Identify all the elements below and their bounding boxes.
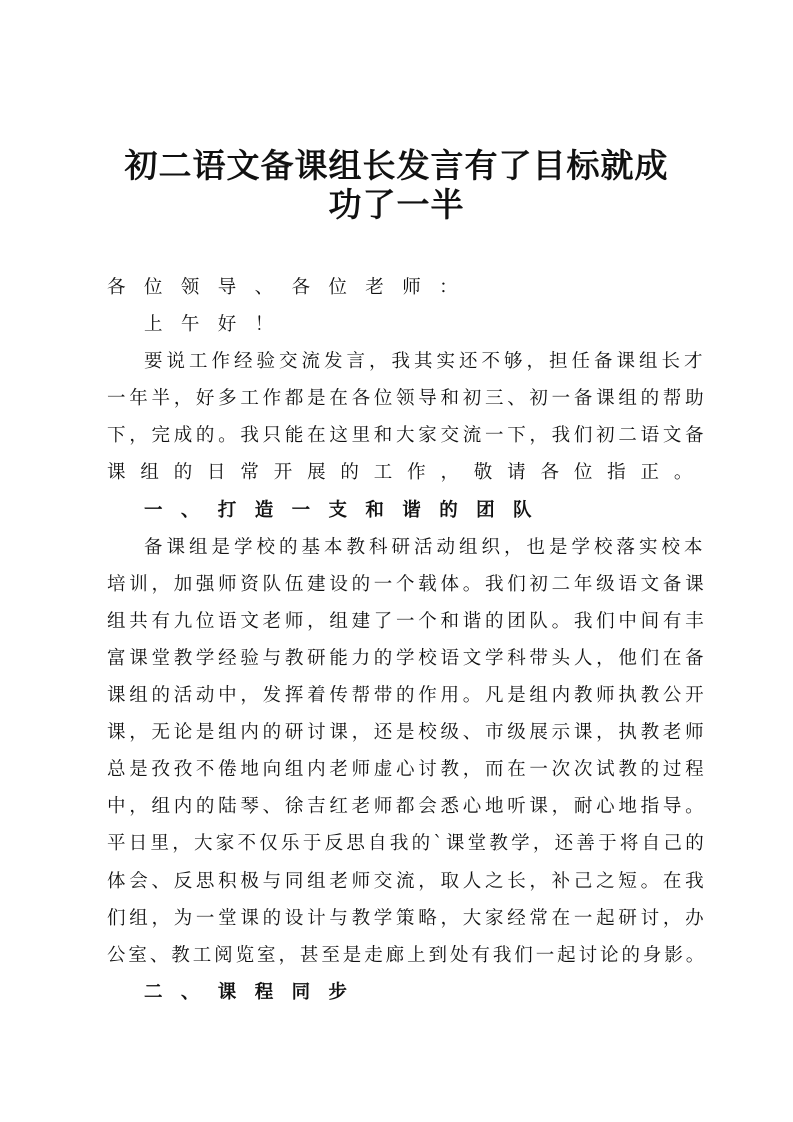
paragraph-line: 备课组是学校的基本教科研活动组织，也是学校落实校本	[144, 536, 707, 558]
paragraph-line: 平日里，大家不仅乐于反思自我的`课堂教学，还善于将自己的	[107, 833, 707, 855]
paragraph-line: 总是孜孜不倦地向组内老师虚心讨教，而在一次次试教的过程	[107, 759, 708, 781]
section-heading: 二、课程同步	[144, 981, 366, 1003]
intro-paragraph	[107, 343, 707, 491]
paragraph-line: 下，完成的。我只能在这里和大家交流一下，我们初二语文备	[107, 425, 708, 447]
paragraph-line: 富课堂教学经验与教研能力的学校语文学科带头人，他们在备	[107, 647, 708, 669]
section1-paragraph	[107, 529, 707, 974]
paragraph-line: 课组的活动中，发挥着传帮带的作用。凡是组内教师执教公开	[107, 685, 708, 707]
salutation: 各位领导、各位老师：	[107, 277, 477, 298]
greeting: 上午好！	[144, 314, 292, 336]
paragraph-line: 课，无论是组内的研讨课，还是校级、市级展示课，执教老师	[107, 722, 708, 744]
title-line: 初二语文备课组长发言有了目标就成	[124, 146, 669, 185]
paragraph-line: 要说工作经验交流发言，我其实还不够，担任备课组长才	[144, 351, 707, 373]
paragraph-line: 培训，加强师资队伍建设的一个载体。我们初二年级语文备课	[107, 573, 708, 595]
paragraph-line: 们组，为一堂课的设计与教学策略，大家经常在一起研讨，办	[107, 907, 708, 929]
paragraph-line: 课组的日常开展的工作，敬请各位指正。	[107, 462, 708, 484]
paragraph-line: 体会、反思积极与同组老师交流，取人之长，补己之短。在我	[107, 870, 708, 892]
paragraph-line: 组共有九位语文老师，组建了一个和谐的团队。我们中间有丰	[107, 610, 708, 632]
paragraph-line: 中，组内的陆琴、徐吉红老师都会悉心地听课，耐心地指导。	[107, 796, 708, 818]
document-body	[107, 269, 707, 1011]
title-line: 功了一半	[328, 185, 465, 224]
document-title	[60, 146, 733, 224]
paragraph-line: 公室、教工阅览室，甚至是走廊上到处有我们一起讨论的身影。	[107, 944, 708, 966]
section-heading: 一、打造一支和谐的团队	[144, 499, 550, 521]
paragraph-line: 一年半，好多工作都是在各位领导和初三、初一备课组的帮助	[107, 388, 708, 410]
